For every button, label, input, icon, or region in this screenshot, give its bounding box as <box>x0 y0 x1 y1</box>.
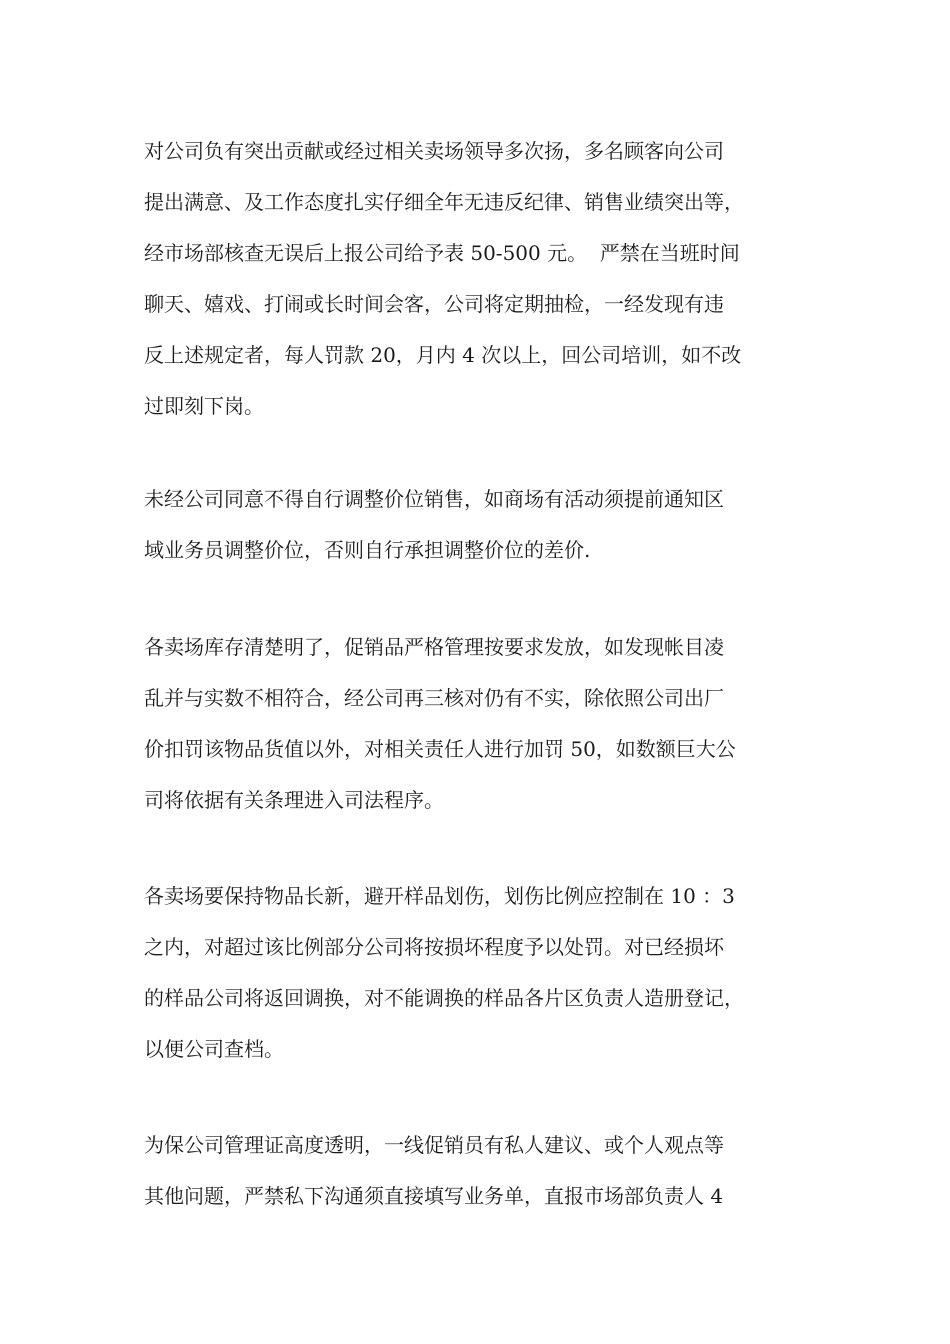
text-line: 乱并与实数不相符合，经公司再三核对仍有不实，除依照公司出厂 <box>144 686 724 710</box>
text-line: 之内，对超过该比例部分公司将按损坏程度予以处罚。对已经损坏 <box>144 935 724 959</box>
text-line: 各卖场要保持物品长新，避开样品划伤，划伤比例应控制在 10 ：3 <box>144 884 735 908</box>
text-line: 为保公司管理证高度透明，一线促销员有私人建议、或个人观点等 <box>144 1133 724 1157</box>
text-line: 的样品公司将返回调换，对不能调换的样品各片区负责人造册登记， <box>144 986 744 1010</box>
paragraph-sample-protection <box>144 871 744 1075</box>
text-line: 域业务员调整价位，否则自行承担调整价位的差价. <box>144 538 591 562</box>
text-line: 聊天、嬉戏、打闹或长时间会客，公司将定期抽检，一经发现有违 <box>144 292 724 316</box>
text-line: 反上述规定者，每人罚款 20，月内 4 次以上，回公司培训，如不改 <box>144 343 742 367</box>
paragraph-commendation-and-discipline <box>144 126 744 432</box>
text-line: 各卖场库存清楚明了，促销品严格管理按要求发放，如发现帐目凌 <box>144 635 724 659</box>
text-line: 经市场部核查无误后上报公司给予表 50-500 元。 严禁在当班时间 <box>144 241 740 265</box>
text-line: 未经公司同意不得自行调整价位销售，如商场有活动须提前通知区 <box>144 487 724 511</box>
text-line: 过即刻下岗。 <box>144 394 264 418</box>
text-line: 司将依据有关条理进入司法程序。 <box>144 788 444 812</box>
paragraph-inventory-management <box>144 622 736 826</box>
paragraph-management-transparency <box>144 1120 724 1222</box>
text-line: 对公司负有突出贡献或经过相关卖场领导多次扬，多名顾客向公司 <box>144 139 724 163</box>
text-line: 其他问题，严禁私下沟通须直接填写业务单，直报市场部负责人 4 <box>144 1184 724 1208</box>
paragraph-price-adjustment <box>144 474 724 576</box>
text-line: 价扣罚该物品货值以外，对相关责任人进行加罚 50，如数额巨大公 <box>144 737 736 761</box>
text-line: 提出满意、及工作态度扎实仔细全年无违反纪律、销售业绩突出等， <box>144 190 744 214</box>
text-line: 以便公司查档。 <box>144 1037 284 1061</box>
